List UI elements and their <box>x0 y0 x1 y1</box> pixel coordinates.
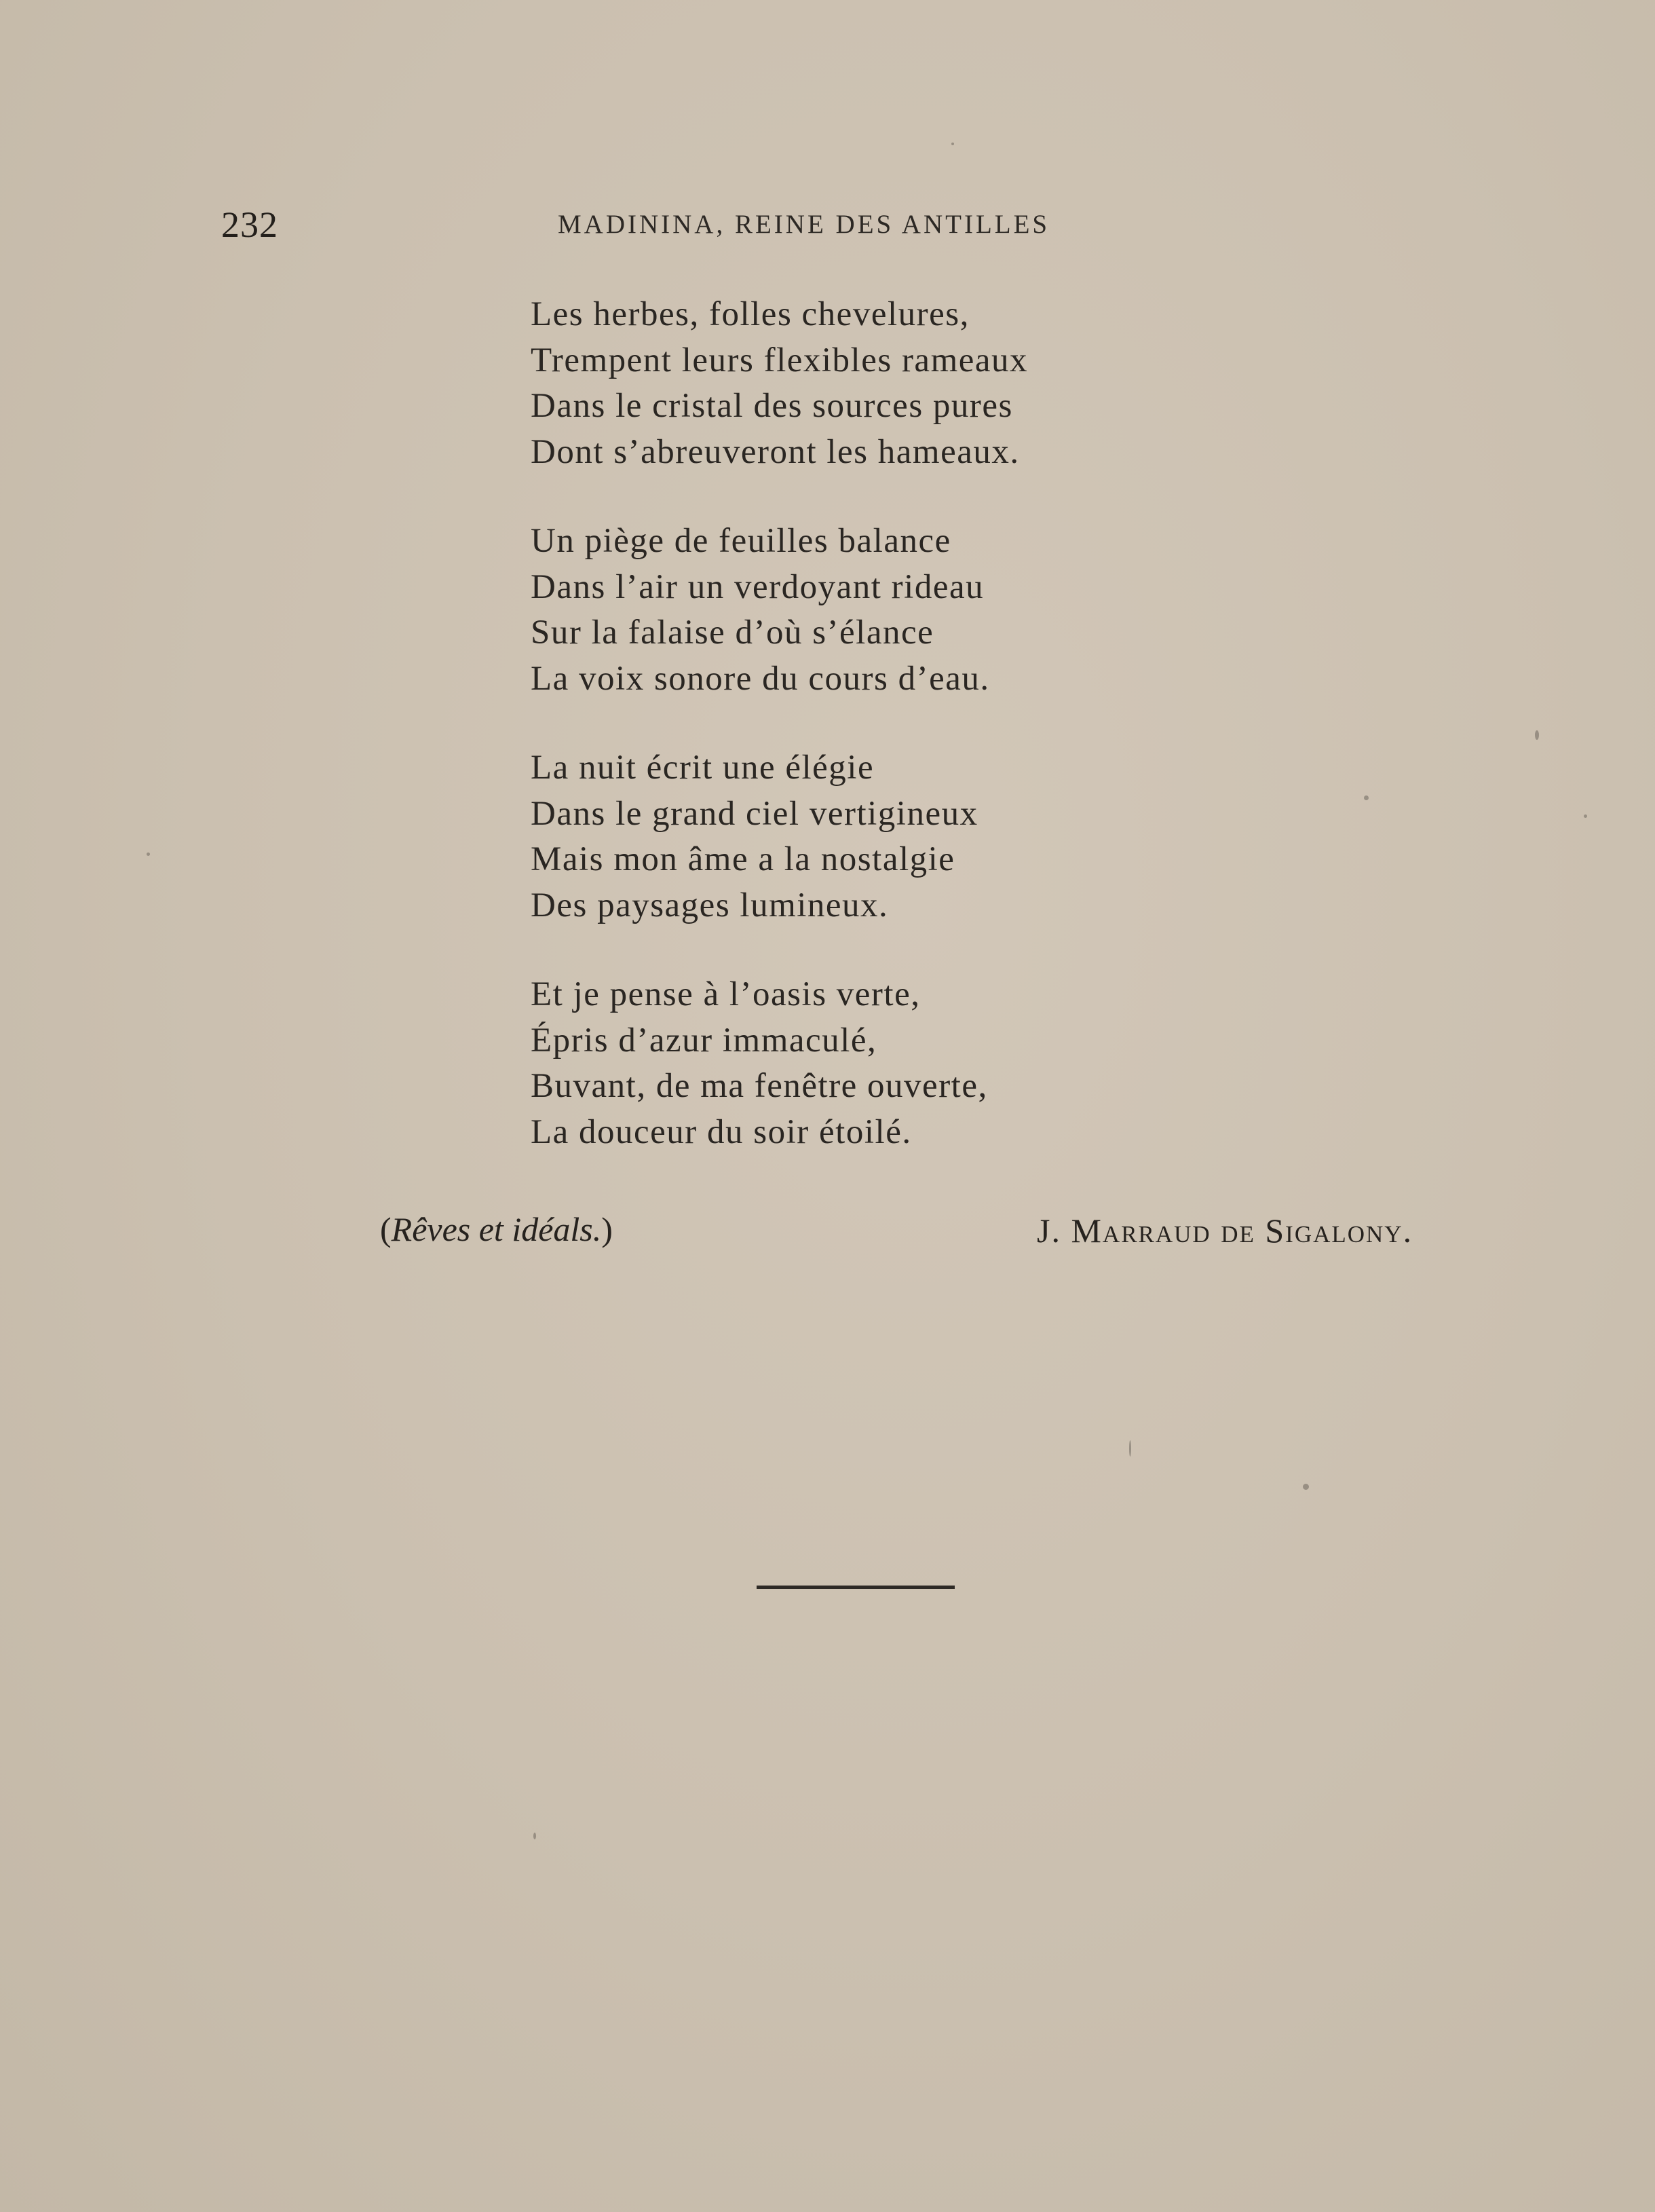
poem <box>531 292 1209 1199</box>
paper-speck <box>951 143 954 145</box>
verse-line: Buvant, de ma fenêtre ouverte, <box>531 1067 988 1105</box>
stanza-2 <box>531 519 1209 702</box>
source-citation <box>380 1210 613 1249</box>
verse-line: La nuit écrit une élégie <box>531 749 875 787</box>
verse-line: Dans le cristal des sources pures <box>531 387 1013 425</box>
paper-speck <box>533 1833 536 1839</box>
source-close-paren: ) <box>601 1210 613 1248</box>
paper-speck <box>147 852 150 856</box>
source-title: Rêves et idéals. <box>391 1210 602 1248</box>
running-head <box>0 204 1655 244</box>
author-name: J. Marraud de Sigalony. <box>1037 1212 1413 1250</box>
verse-line: Et je pense à l’oasis verte, <box>531 975 921 1013</box>
verse-line: La voix sonore du cours d’eau. <box>531 659 990 698</box>
paper-speck <box>1129 1440 1131 1457</box>
paper-speck <box>1303 1484 1309 1490</box>
verse-line: Un piège de feuilles balance <box>531 522 951 560</box>
running-title: MADININA, REINE DES ANTILLES <box>558 210 1050 239</box>
source-open-paren: ( <box>380 1210 392 1248</box>
verse-line: Mais mon âme a la nostalgie <box>531 840 955 878</box>
end-rule-divider <box>757 1586 955 1589</box>
paper-speck <box>1535 730 1539 740</box>
verse-line: Dont s’abreuveront les hameaux. <box>531 432 1020 471</box>
paper-speck <box>1584 814 1587 818</box>
verse-line: Des paysages lumineux. <box>531 886 889 924</box>
stanza-3 <box>531 745 1209 929</box>
verse-line: Épris d’azur immaculé, <box>531 1021 877 1060</box>
verse-line: Les herbes, folles chevelures, <box>531 295 970 333</box>
verse-line: Trempent leurs flexibles rameaux <box>531 341 1029 379</box>
verse-line: La douceur du soir étoilé. <box>531 1112 912 1151</box>
page-number: 232 <box>221 204 278 245</box>
verse-line: Dans le grand ciel vertigineux <box>531 794 978 833</box>
verse-line: Sur la falaise d’où s’élance <box>531 614 934 652</box>
attribution-line <box>0 1210 1655 1257</box>
stanza-4 <box>531 972 1209 1155</box>
stanza-1 <box>531 292 1209 475</box>
paper-speck <box>1364 795 1369 800</box>
verse-line: Dans l’air un verdoyant rideau <box>531 567 985 606</box>
